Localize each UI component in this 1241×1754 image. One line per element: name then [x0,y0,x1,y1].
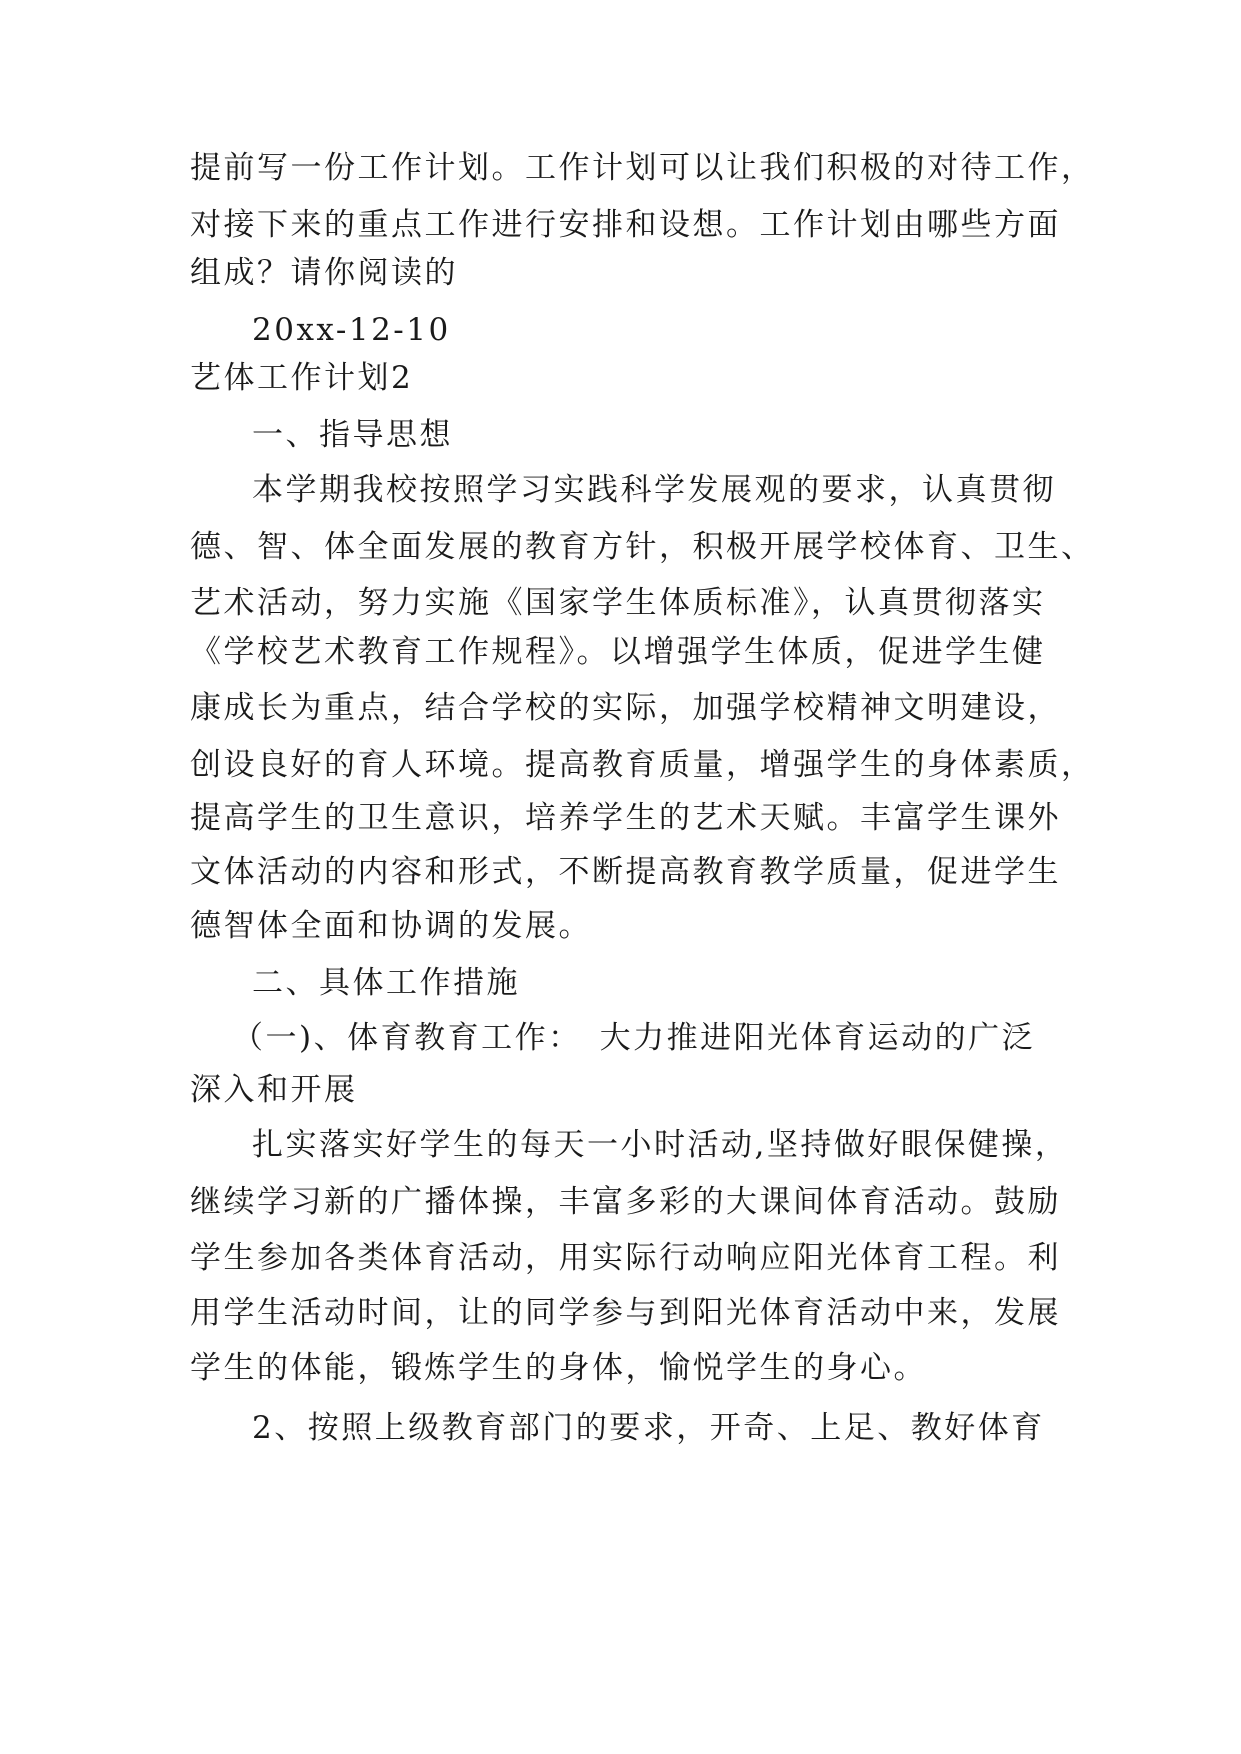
para2-line-1: 扎实落实好学生的每天一小时活动,坚持做好眼保健操， [252,1127,1069,1163]
item-2-line: 2、按照上级教育部门的要求，开奇、上足、教好体育 [252,1410,1045,1446]
para1-line-8: 文体活动的内容和形式，不断提高教育教学质量，促进学生 [190,854,1061,890]
para1-line-6: 创设良好的育人环境。提高教育质量，增强学生的身体素质， [190,747,1095,783]
intro-line-2: 对接下来的重点工作进行安排和设想。工作计划由哪些方面 [190,207,1061,243]
para2-line-3: 学生参加各类体育活动，用实际行动响应阳光体育工程。利 [190,1240,1061,1276]
heading-guiding-thought: 一、指导思想 [252,417,453,453]
intro-line-1: 提前写一份工作计划。工作计划可以让我们积极的对待工作， [190,150,1095,186]
date-line: 20xx-12-10 [252,312,451,348]
para2-line-2: 继续学习新的广播体操，丰富多彩的大课间体育活动。鼓励 [190,1184,1061,1220]
para1-line-9: 德智体全面和协调的发展。 [190,908,592,944]
para1-line-7: 提高学生的卫生意识，培养学生的艺术天赋。丰富学生课外 [190,800,1061,836]
heading-work-measures: 二、具体工作措施 [252,965,520,1001]
para2-line-4: 用学生活动时间，让的同学参与到阳光体育活动中来，发展 [190,1295,1061,1331]
section-title: 艺体工作计划2 [190,360,414,396]
para1-line-1: 本学期我校按照学习实践科学发展观的要求，认真贯彻 [252,472,1056,508]
para1-line-3: 艺术活动，努力实施《国家学生体质标准》，认真贯彻落实 [190,585,1046,621]
intro-line-3: 组成？请你阅读的 [190,255,458,291]
para2-line-5: 学生的体能，锻炼学生的身体，愉悦学生的身心。 [190,1350,927,1386]
para1-line-5: 康成长为重点，结合学校的实际，加强学校精神文明建设， [190,690,1061,726]
para1-line-2: 德、智、体全面发展的教育方针，积极开展学校体育、卫生、 [190,529,1095,565]
subheading-line-1: （一)、体育教育工作： 大力推进阳光体育运动的广泛 [232,1020,1036,1056]
para1-line-4: 《学校艺术教育工作规程》。以增强学生体质，促进学生健 [190,634,1046,670]
subheading-line-2: 深入和开展 [190,1072,358,1108]
